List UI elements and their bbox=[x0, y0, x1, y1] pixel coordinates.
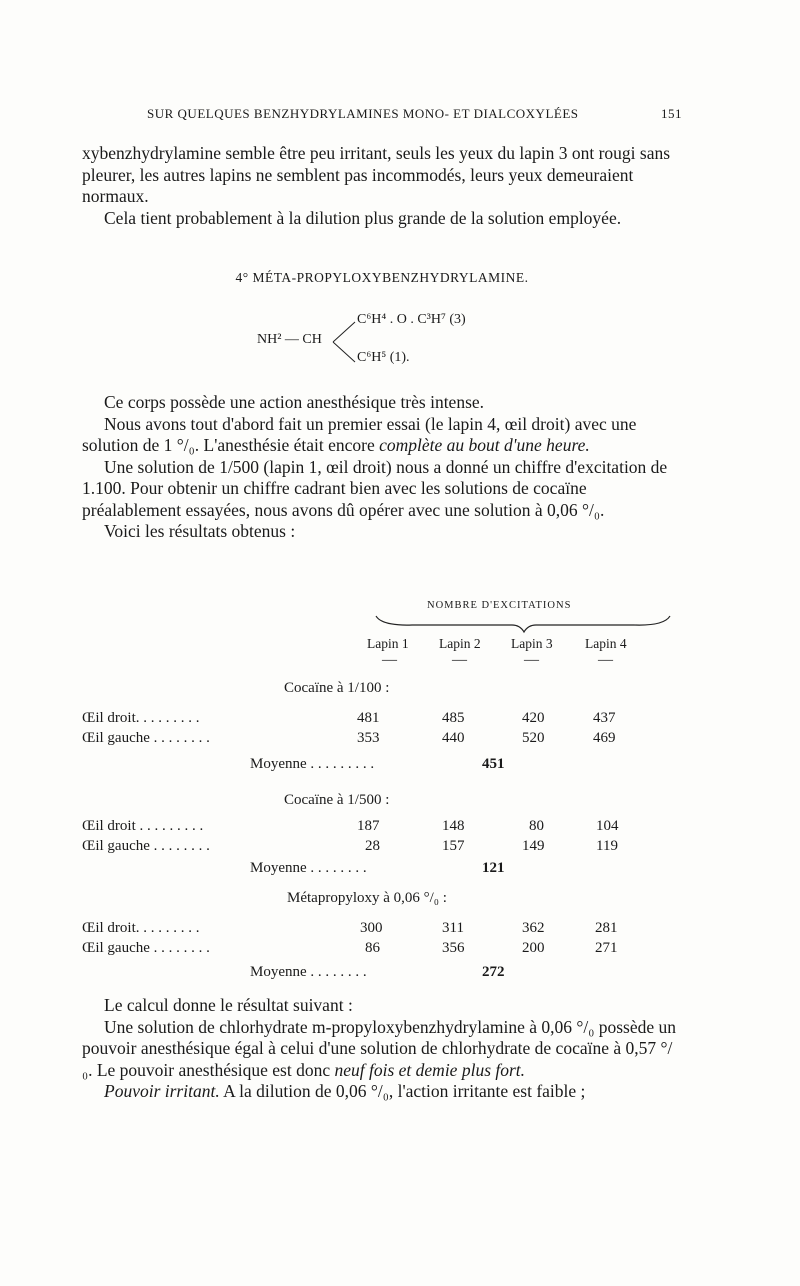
table-section-title bbox=[82, 792, 682, 812]
table-section-title bbox=[82, 890, 682, 910]
chemical-formula bbox=[257, 312, 517, 372]
section-title-cocaine-500: Cocaïne à 1/500 : bbox=[284, 792, 390, 808]
row-label: Œil droit. . . . . . . . . bbox=[82, 920, 200, 936]
conclusion-paragraph-2-italic: neuf fois et demie plus fort. bbox=[334, 1059, 526, 1080]
mean-value: 121 bbox=[482, 860, 505, 876]
table-row bbox=[82, 920, 682, 940]
table-row bbox=[82, 818, 682, 838]
table-row bbox=[82, 940, 682, 960]
conclusion-paragraph-3-text: A la dilution de 0,06 °/₀, l'action irritante est faible ; bbox=[219, 1081, 586, 1101]
mean-value: 451 bbox=[482, 756, 505, 772]
row-label: Œil gauche . . . . . . . . bbox=[82, 730, 210, 746]
cell-lapin-4: 437 bbox=[593, 710, 616, 726]
column-header-4: Lapin 4 bbox=[585, 636, 627, 651]
table-row bbox=[82, 730, 682, 750]
cell-lapin-2: 485 bbox=[442, 710, 465, 726]
body-paragraph-4: Voici les résultats obtenus : bbox=[104, 521, 296, 541]
cell-lapin-3: 80 bbox=[529, 818, 544, 834]
cell-lapin-1: 300 bbox=[360, 920, 383, 936]
column-header-1: Lapin 1 bbox=[367, 636, 409, 651]
table-mean-row bbox=[82, 756, 682, 776]
cell-lapin-1: 353 bbox=[357, 730, 380, 746]
row-label: Œil gauche . . . . . . . . bbox=[82, 940, 210, 956]
cell-lapin-1: 86 bbox=[365, 940, 380, 956]
body-paragraph-2 bbox=[82, 414, 682, 457]
cell-lapin-2: 148 bbox=[442, 818, 465, 834]
cell-lapin-3: 149 bbox=[522, 838, 545, 854]
column-dash-1: — bbox=[382, 652, 397, 668]
intro-text bbox=[82, 143, 682, 229]
formula-top-branch: C⁶H⁴ . O . C³H⁷ (3) bbox=[357, 312, 466, 327]
column-dash-4: — bbox=[598, 652, 613, 668]
conclusion-paragraph-3 bbox=[82, 1081, 682, 1103]
cell-lapin-2: 311 bbox=[442, 920, 464, 936]
mean-value: 272 bbox=[482, 964, 505, 980]
cell-lapin-4: 281 bbox=[595, 920, 618, 936]
table-section-title bbox=[82, 680, 682, 700]
table-row bbox=[82, 838, 682, 858]
body-paragraph-2-italic: complète au bout d'une heure. bbox=[379, 435, 590, 455]
body-paragraph-1: Ce corps possède une action anesthésique très intense. bbox=[104, 392, 485, 412]
formula-left: NH² — CH bbox=[257, 332, 322, 347]
cell-lapin-4: 271 bbox=[595, 940, 618, 956]
body-paragraph-3: Une solution de 1/500 (lapin 1, œil droit) nous a donné un chiffre d'excitation de 1.100. Pour obtenir un chiffre cadrant bien avec les solutions de cocaïne préalablement essayées, nous avons dû opérer avec une solution à 0,06 °/₀. bbox=[82, 456, 668, 520]
table-row bbox=[82, 710, 682, 730]
cell-lapin-3: 200 bbox=[522, 940, 545, 956]
mean-label: Moyenne . . . . . . . . . bbox=[250, 756, 375, 772]
section-title-metapropyloxy: Métapropyloxy à 0,06 °/₀ : bbox=[287, 890, 447, 906]
intro-paragraph-1: xybenzhydrylamine semble être peu irritant, seuls les yeux du lapin 3 ont rougi sans pleurer, les autres lapins ne semblent pas incommodés, leurs yeux demeuraient normaux. bbox=[82, 143, 671, 206]
column-dash-2: — bbox=[452, 652, 467, 668]
body-paragraph-2-text: Nous avons tout d'abord fait un premier essai (le lapin 4, œil droit) avec une solution de 1 °/₀. L'anesthésie était encore bbox=[82, 413, 637, 455]
table-mean-row bbox=[82, 860, 682, 880]
running-title: SUR QUELQUES BENZHYDRYLAMINES MONO- ET DIALCOXYLÉES bbox=[147, 106, 579, 121]
column-header-3: Lapin 3 bbox=[511, 636, 553, 651]
column-dash-3: — bbox=[524, 652, 539, 668]
conclusion-text bbox=[82, 995, 682, 1103]
column-header-2: Lapin 2 bbox=[439, 636, 481, 651]
cell-lapin-1: 187 bbox=[357, 818, 380, 834]
cell-lapin-1: 481 bbox=[357, 710, 380, 726]
mean-label: Moyenne . . . . . . . . bbox=[250, 860, 367, 876]
conclusion-paragraph-2-text: Une solution de chlorhydrate m-propyloxybenzhydrylamine à 0,06 °/₀ possède un pouvoir anesthésique égal à celui d'une solution de chlorhydrate de cocaïne à 0,57 °/₀. Le pouvoir anesthésique est donc bbox=[82, 1016, 676, 1080]
cell-lapin-1: 28 bbox=[365, 838, 380, 854]
conclusion-paragraph-1: Le calcul donne le résultat suivant : bbox=[104, 995, 353, 1015]
table-group-brace bbox=[372, 614, 672, 634]
cell-lapin-4: 104 bbox=[596, 818, 619, 834]
mean-label: Moyenne . . . . . . . . bbox=[250, 964, 367, 980]
intro-paragraph-2: Cela tient probablement à la dilution plus grande de la solution employée. bbox=[104, 207, 622, 228]
table-group-header: NOMBRE D'EXCITATIONS bbox=[427, 600, 572, 611]
cell-lapin-3: 420 bbox=[522, 710, 545, 726]
formula-bottom-branch: C⁶H⁵ (1). bbox=[357, 350, 410, 365]
conclusion-paragraph-3-italic: Pouvoir irritant. bbox=[104, 1081, 220, 1101]
cell-lapin-4: 469 bbox=[593, 730, 616, 746]
cell-lapin-3: 362 bbox=[522, 920, 545, 936]
cell-lapin-2: 440 bbox=[442, 730, 465, 746]
conclusion-paragraph-2 bbox=[82, 1017, 682, 1082]
cell-lapin-4: 119 bbox=[596, 838, 618, 854]
body-text bbox=[82, 392, 682, 543]
row-label: Œil droit. . . . . . . . . bbox=[82, 710, 200, 726]
section-title-cocaine-100: Cocaïne à 1/100 : bbox=[284, 680, 390, 696]
cell-lapin-2: 157 bbox=[442, 838, 465, 854]
page-number: 151 bbox=[661, 106, 682, 121]
row-label: Œil gauche . . . . . . . . bbox=[82, 838, 210, 854]
formula-branch-lines bbox=[331, 318, 357, 366]
table-mean-row bbox=[82, 964, 682, 984]
row-label: Œil droit . . . . . . . . . bbox=[82, 818, 204, 834]
cell-lapin-2: 356 bbox=[442, 940, 465, 956]
cell-lapin-3: 520 bbox=[522, 730, 545, 746]
table-dash-row bbox=[82, 652, 682, 672]
section-heading: 4° MÉTA-PROPYLOXYBENZHYDRYLAMINE. bbox=[235, 270, 529, 285]
